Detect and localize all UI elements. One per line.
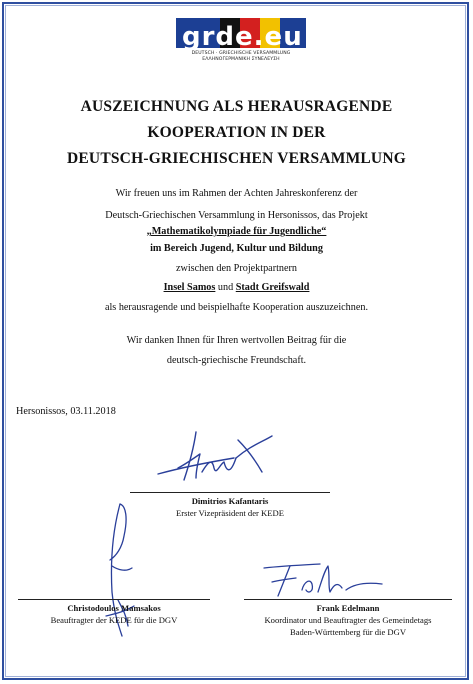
signer-center-role: Erster Vizepräsident der KEDE <box>176 508 284 518</box>
signer-center-name: Dimitrios Kafantaris <box>191 496 269 506</box>
heading-line-2: KOOPERATION IN DER <box>147 124 326 141</box>
body-line-2: Deutsch-Griechischen Versammlung in Hersonissos, das Projekt <box>105 210 368 221</box>
signer-left-name: Christodoulos Mamsakos <box>67 603 161 613</box>
project-title: „Mathematikolympiade für Jugendliche“ <box>146 226 327 237</box>
grde-logo <box>176 18 306 66</box>
heading-line-1: AUSZEICHNUNG ALS HERAUSRAGENDE <box>80 98 393 115</box>
signature-line-center <box>130 492 330 493</box>
signer-right-role-2: Baden-Württemberg für die DGV <box>289 627 407 637</box>
signer-right-role-1: Koordinator und Beauftragter des Gemeindetags <box>264 615 432 625</box>
partners-intro: zwischen den Projektpartnern <box>175 263 298 274</box>
partners-line <box>20 282 453 293</box>
logo-subtitle-gr: ΕΛΛΗΝΟΓΕΡΜΑΝΙΚΗ ΣΥΝΕΛΕΥΣΗ <box>202 57 280 62</box>
signature-right <box>258 560 388 600</box>
signature-line-left <box>18 599 210 600</box>
signer-left-role: Beauftragter der KEDE für die DGV <box>50 615 178 625</box>
logo-letters: grde.eu <box>182 22 303 52</box>
signer-right-name: Frank Edelmann <box>316 603 380 613</box>
heading-line-3: DEUTSCH-GRIECHISCHEN VERSAMMLUNG <box>67 150 406 167</box>
partners-and: und <box>217 282 234 293</box>
partner-2: Stadt Greifswald <box>235 282 310 293</box>
signature-center <box>150 428 280 490</box>
thanks-line-1: Wir danken Ihnen für Ihren wertvollen Beitrag für die <box>126 335 347 346</box>
partner-1: Insel Samos <box>163 282 216 293</box>
logo-subtitle-de: DEUTSCH · GRIECHISCHE VERSAMMLUNG <box>191 51 291 56</box>
place-date: Hersonissos, 03.11.2018 <box>16 406 116 417</box>
project-area: im Bereich Jugend, Kultur und Bildung <box>150 243 323 254</box>
signature-line-right <box>244 599 452 600</box>
body-line-1: Wir freuen uns im Rahmen der Achten Jahreskonferenz der <box>115 188 358 199</box>
closing-line: als herausragende und beispielhafte Kooperation auszuzeichnen. <box>104 302 369 313</box>
thanks-line-2: deutsch-griechische Freundschaft. <box>166 355 307 366</box>
